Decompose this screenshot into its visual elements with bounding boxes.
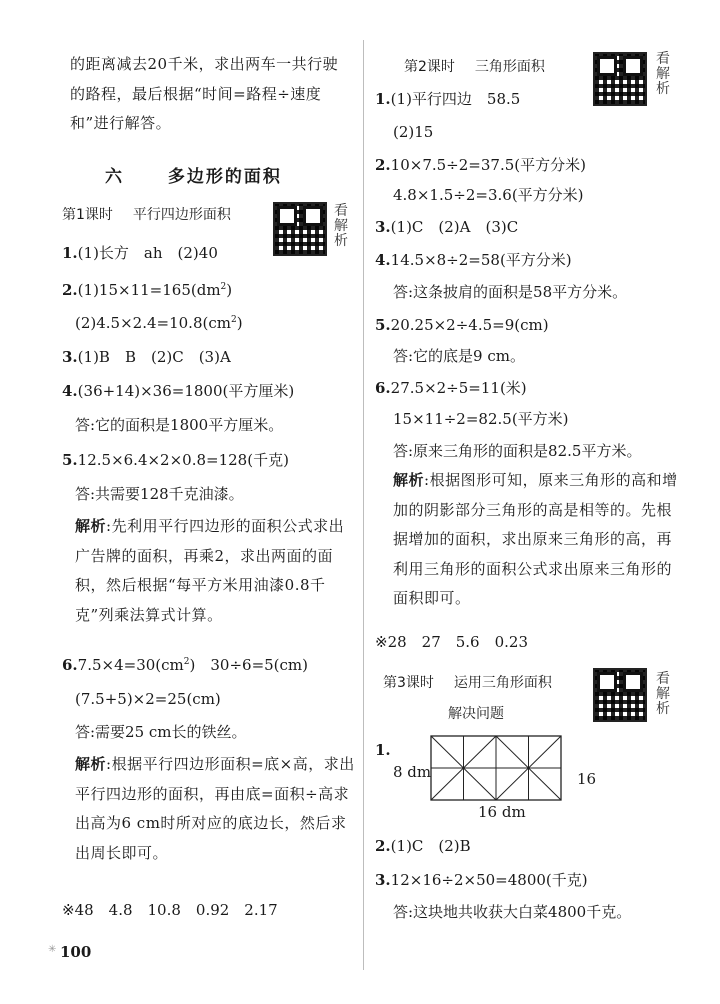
l-q6-answer: 答:需要25 cm长的铁丝。 <box>75 723 247 741</box>
qr-caption-lesson2: 看解析 <box>656 51 670 97</box>
qr-code-lesson2[interactable] <box>593 52 647 106</box>
l-q2a: $2.(1)15\times 11=165(dm^2)$ <box>62 281 233 299</box>
section-number: 六 <box>105 167 124 187</box>
l-q6-analysis: 解析:根据平行四边形面积=底×高，求出平行四边形的面积，再由底=面积÷高求出高为6 cm时所对应的底边长，然后求出周长即可。 <box>75 755 355 862</box>
figure-bottom-label: 16 dm <box>478 803 526 821</box>
column-divider <box>363 40 364 970</box>
r-q3: 3.(1)C (2)A (3)C <box>375 218 519 236</box>
r-q1b: (2)15 <box>393 123 434 141</box>
qr-code-lesson1[interactable] <box>273 202 327 256</box>
l-extra: ※48 4.8 10.8 0.92 2.17 <box>62 901 278 919</box>
figure-left-label: 8 dm <box>393 763 432 781</box>
page-ornament-icon: ✳ <box>48 944 57 955</box>
l-q1: 1.(1)长方 ah (2)40 <box>62 244 218 262</box>
lesson2-title: 三角形面积 <box>474 59 545 75</box>
l-q5-answer: 答:共需要128千克油漆。 <box>75 485 244 503</box>
r-q4: 4.14.5×8÷2=58(平方分米) <box>375 251 572 269</box>
r3-q2: 2.(1)C (2)B <box>375 837 471 855</box>
r-q5-answer: 答:它的底是9 cm。 <box>393 347 525 365</box>
r-q2a: 2.10×7.5÷2=37.5(平方分米) <box>375 156 586 174</box>
r-q6-analysis: 解析:根据图形可知，原来三角形的高和增加的阴影部分三角形的高是相等的。先根据增加的面积，求出原来三角形的高，再利用三角形的面积公式求出原来三角形的面积即可。 <box>393 471 678 607</box>
l-q4-answer: 答:它的面积是1800平方厘米。 <box>75 416 284 434</box>
l-q6b: (7.5+5)×2=25(cm) <box>75 690 221 708</box>
qr-caption-lesson3: 看解析 <box>656 671 670 717</box>
page-number: 100 <box>60 943 92 961</box>
rectangle-triangle-figure <box>430 735 562 801</box>
r-q4-answer: 答:这条披肩的面积是58平方分米。 <box>393 283 628 301</box>
lesson3-title: 运用三角形面积 <box>453 675 552 691</box>
r-q1a: 1.(1)平行四边 58.5 <box>375 90 521 108</box>
r3-q3: 3.12×16÷2×50=4800(千克) <box>375 871 588 889</box>
l-q3: 3.(1)B B (2)C (3)A <box>62 348 231 366</box>
r3-q3-answer: 答:这块地共收获大白菜4800千克。 <box>393 903 632 921</box>
lesson3-header <box>383 672 552 692</box>
r-q5: 5.20.25×2÷4.5=9(cm) <box>375 316 549 334</box>
r-q2b: 4.8×1.5÷2=3.6(平方分米) <box>393 186 584 204</box>
l-q5-analysis: 解析:先利用平行四边形的面积公式求出广告牌的面积，再乘2，求出两面的面积，然后根据“每平方米用油漆0.8千克”列乘法算式计算。 <box>75 517 345 624</box>
r-q6-answer: 答:原来三角形的面积是82.5平方米。 <box>393 442 642 460</box>
l-q4: 4.(36+14)×36=1800(平方厘米) <box>62 382 295 400</box>
lesson2-label: 第2课时 <box>404 59 455 75</box>
figure-right-label: 16 <box>577 770 597 788</box>
r-q6a: 6.27.5×2÷5=11(米) <box>375 379 527 397</box>
lesson1-title: 平行四边形面积 <box>132 207 231 223</box>
r-q6b: 15×11÷2=82.5(平方米) <box>393 410 569 428</box>
lesson2-header <box>404 56 545 76</box>
lesson1-header <box>62 204 231 224</box>
l-q2b: $(2)4.5\times 2.4=10.8(cm^2)$ <box>75 314 243 332</box>
r-extra: ※28 27 5.6 0.23 <box>375 633 528 651</box>
l-q6a: $6.7.5\times 4=30(cm^2)$ 30÷6=5(cm) <box>62 656 309 674</box>
l-q5: 5.12.5×6.4×2×0.8=128(千克) <box>62 451 289 469</box>
qr-caption-lesson1: 看解析 <box>334 203 348 249</box>
qr-code-lesson3[interactable] <box>593 668 647 722</box>
r3-q1: 1. <box>375 741 391 759</box>
lesson3-label: 第3课时 <box>383 675 434 691</box>
lesson1-label: 第1课时 <box>62 207 113 223</box>
section-name: 多边形的面积 <box>167 167 282 187</box>
section-title <box>105 162 282 187</box>
continued-text: 的距离减去20千米，求出两车一共行驶的路程，最后根据“时间=路程÷速度和”进行解答。 <box>70 55 339 132</box>
lesson3-subtitle: 解决问题 <box>448 706 504 722</box>
